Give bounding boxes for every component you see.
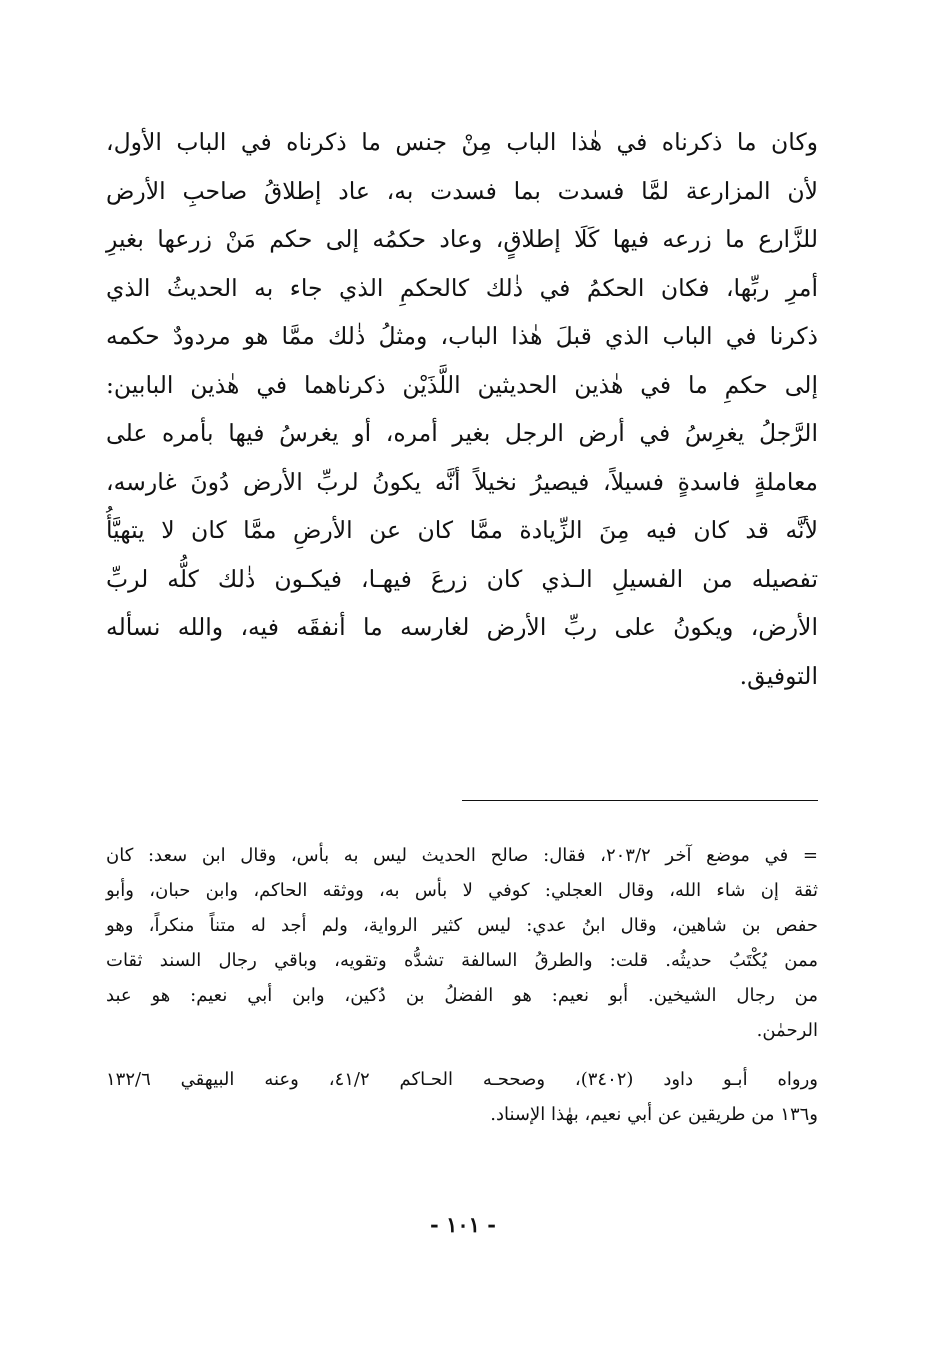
main-text-line: ذكرنا في الباب الذي قبلَ هٰذا الباب، ومثلُ ذٰلك ممَّا هو مردودٌ حكمه (106, 322, 818, 350)
footnote-second-paragraph (106, 1062, 818, 1132)
footnote-line: ممن يُكْتَبُ حديثُه. قلت: والطرقُ السالفة تشدُّه وتقويه، وباقي رجال السند ثقات (106, 950, 818, 971)
footnote-line: الرحمٰن. (756, 1020, 818, 1041)
main-text-line: للزَّارع ما زرعه فيها كَلَا إطلاقٍ، وعاد حكمُه إلى حكم مَنْ زرعها بغيرِ (106, 225, 818, 253)
main-text-line: أمرِ ربِّها، فكان الحكمُ في ذٰلك كالحكمِ الذي جاء به الحديثُ الذي (106, 273, 818, 302)
page-number: - ١٠١ - (430, 1212, 496, 1237)
footnotes-section (106, 838, 818, 1132)
footnote-line: = في موضع آخر ٢٠٣/٢، فقال: صالح الحديث ليس به بأس، وقال ابن سعد: كان (106, 845, 818, 866)
footnote-line: من رجال الشيخين. أبو نعيم: هو الفضلُ بن دُكين، وابن أبي نعيم: هو عبد (106, 985, 818, 1006)
main-text-line: تفصيله من الفسيلِ الـذي كان زرعَ فيهـا، فيكـون ذٰلك كلُّه لربِّ (106, 564, 818, 593)
footnote-line: حفص بن شاهين، وقال ابنُ عدي: ليس كثير الرواية، ولم أجد له متناً منكراً، وهو (106, 915, 818, 936)
main-text-line: إلى حكمِ ما في هٰذين الحديثين اللَّذَيْن ذكرناهما في هٰذين البابين: (106, 370, 818, 399)
main-text-line: معاملةٍ فاسدةٍ فسيلاً، فيصيرُ نخيلاً أنَّه يكونُ لربِّ الأرض دُونَ غارسه، (106, 467, 818, 496)
footnote-continuation (106, 838, 818, 1048)
main-text-line: وكان ما ذكرناه في هٰذا الباب مِنْ جنس ما ذكرناه في الباب الأول، (106, 128, 818, 156)
main-text-body (106, 118, 818, 700)
footnote-gap (106, 1048, 818, 1062)
main-text-line: التوفيق. (739, 661, 818, 690)
footnote-line: و١٣٦ من طريقين عن أبي نعيم، بهٰذا الإسناد. (490, 1104, 818, 1125)
footnote-separator (462, 800, 818, 801)
main-text-line: الرَّجلُ يغرِسُ في أرض الرجل بغير أمره، أو يغرسُ فيها بأمره على (106, 419, 818, 447)
footnote-line: ورواه أبـو داود (٣٤٠٢)، وصححـه الحـاكم ٤١/٢، وعنه البيهقي ١٣٢/٦ (106, 1069, 818, 1090)
main-text-line: لأنَّه قد كان فيه مِنَ الزِّيادة ممَّا كان عن الأرضِ ممَّا كان لا يتهيَّأُ (106, 516, 818, 544)
main-text-line: لأن المزارعة لمَّا فسدت بما فسدت به، عاد إطلاقُ صاحبِ الأرض (106, 176, 818, 205)
footnote-line: ثقة إن شاء الله، وقال العجلي: كوفي لا بأس به، ووثقه الحاكم، وابن حبان، وأبو (106, 880, 818, 901)
main-text-line: الأرض، ويكونُ على ربِّ الأرض لغارسه ما أنفقَه فيه، والله نسأله (106, 613, 818, 641)
